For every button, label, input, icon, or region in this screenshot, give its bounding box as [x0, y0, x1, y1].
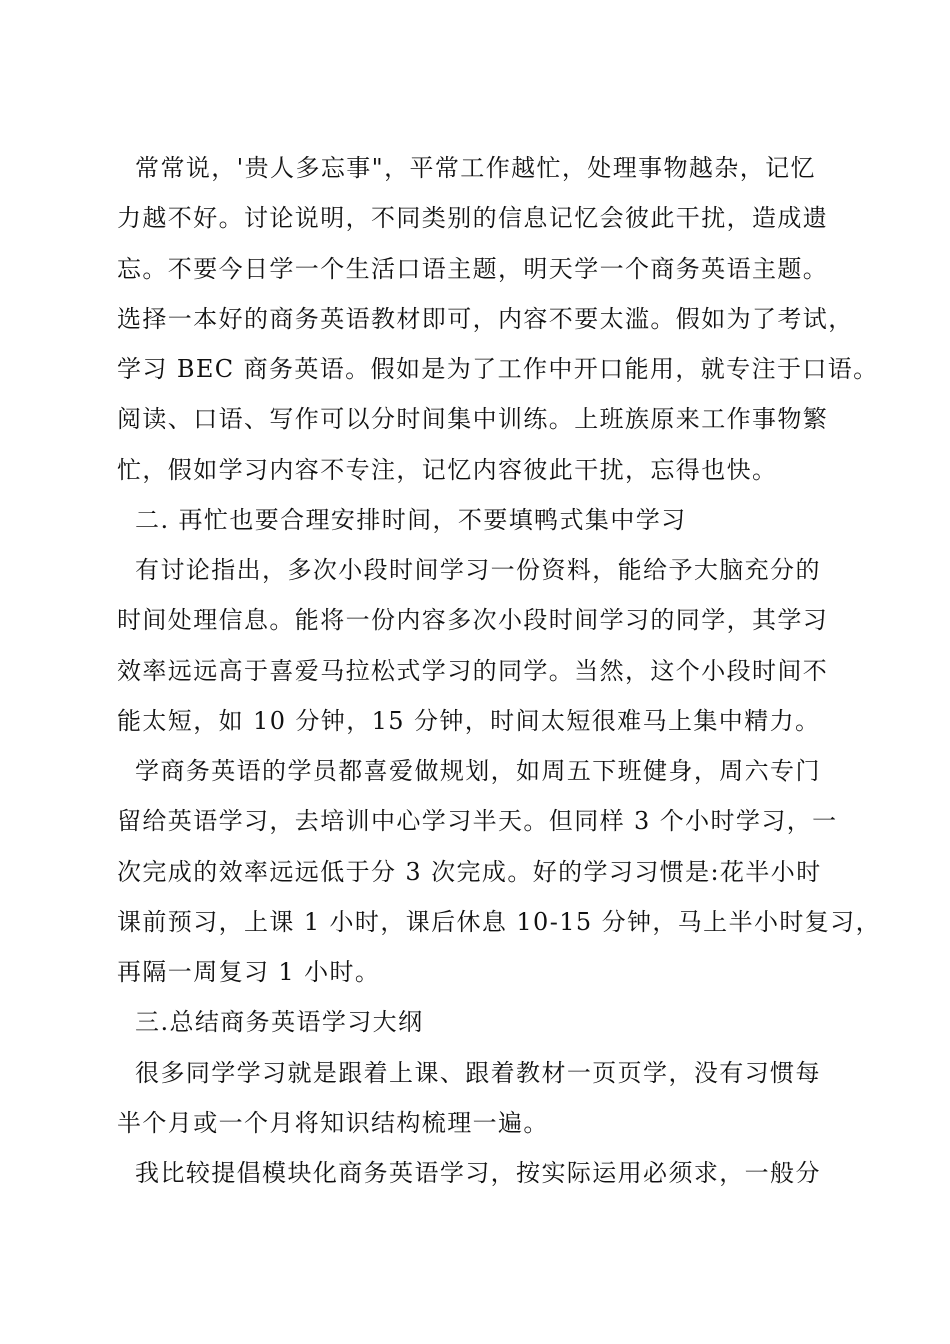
text-line: 忘。不要今日学一个生活口语主题，明天学一个商务英语主题。	[117, 255, 829, 283]
text-line: 时间处理信息。能将一份内容多次小段时间学习的同学，其学习	[117, 606, 829, 634]
text-line: 学商务英语的学员都喜爱做规划，如周五下班健身，周六专门	[117, 757, 821, 785]
text-line: 课前预习，上课 1 小时，课后休息 10-15 分钟，马上半小时复习，	[117, 908, 881, 936]
text-line: 效率远远高于喜爱马拉松式学习的同学。当然，这个小段时间不	[117, 657, 829, 685]
text-line: 很多同学学习就是跟着上课、跟着教材一页页学，没有习惯每	[117, 1059, 821, 1087]
text-line: 次完成的效率远远低于分 3 次完成。好的学习习惯是:花半小时	[117, 858, 822, 886]
text-line: 常常说，'贵人多忘事"，平常工作越忙，处理事物越杂，记忆	[117, 154, 816, 182]
text-line: 选择一本好的商务英语教材即可，内容不要太滥。假如为了考试，	[117, 305, 854, 333]
text-line: 半个月或一个月将知识结构梳理一遍。	[117, 1109, 549, 1137]
text-line: 阅读、口语、写作可以分时间集中训练。上班族原来工作事物繁	[117, 405, 829, 433]
text-line: 有讨论指出，多次小段时间学习一份资料，能给予大脑充分的	[117, 556, 821, 584]
text-line: 忙，假如学习内容不专注，记忆内容彼此干扰，忘得也快。	[117, 456, 778, 484]
section-heading: 三.总结商务英语学习大纲	[117, 1008, 424, 1036]
text-line: 力越不好。讨论说明，不同类别的信息记忆会彼此干扰，造成遗	[117, 204, 829, 232]
text-line: 我比较提倡模块化商务英语学习，按实际运用必须求，一般分	[117, 1159, 821, 1187]
text-line: 再隔一周复习 1 小时。	[117, 958, 381, 986]
section-heading: 二. 再忙也要合理安排时间，不要填鸭式集中学习	[117, 506, 687, 534]
text-line: 留给英语学习，去培训中心学习半天。但同样 3 个小时学习，一	[117, 807, 838, 835]
text-line: 学习 BEC 商务英语。假如是为了工作中开口能用，就专注于口语。	[117, 355, 879, 383]
text-line: 能太短，如 10 分钟，15 分钟，时间太短很难马上集中精力。	[117, 707, 821, 735]
